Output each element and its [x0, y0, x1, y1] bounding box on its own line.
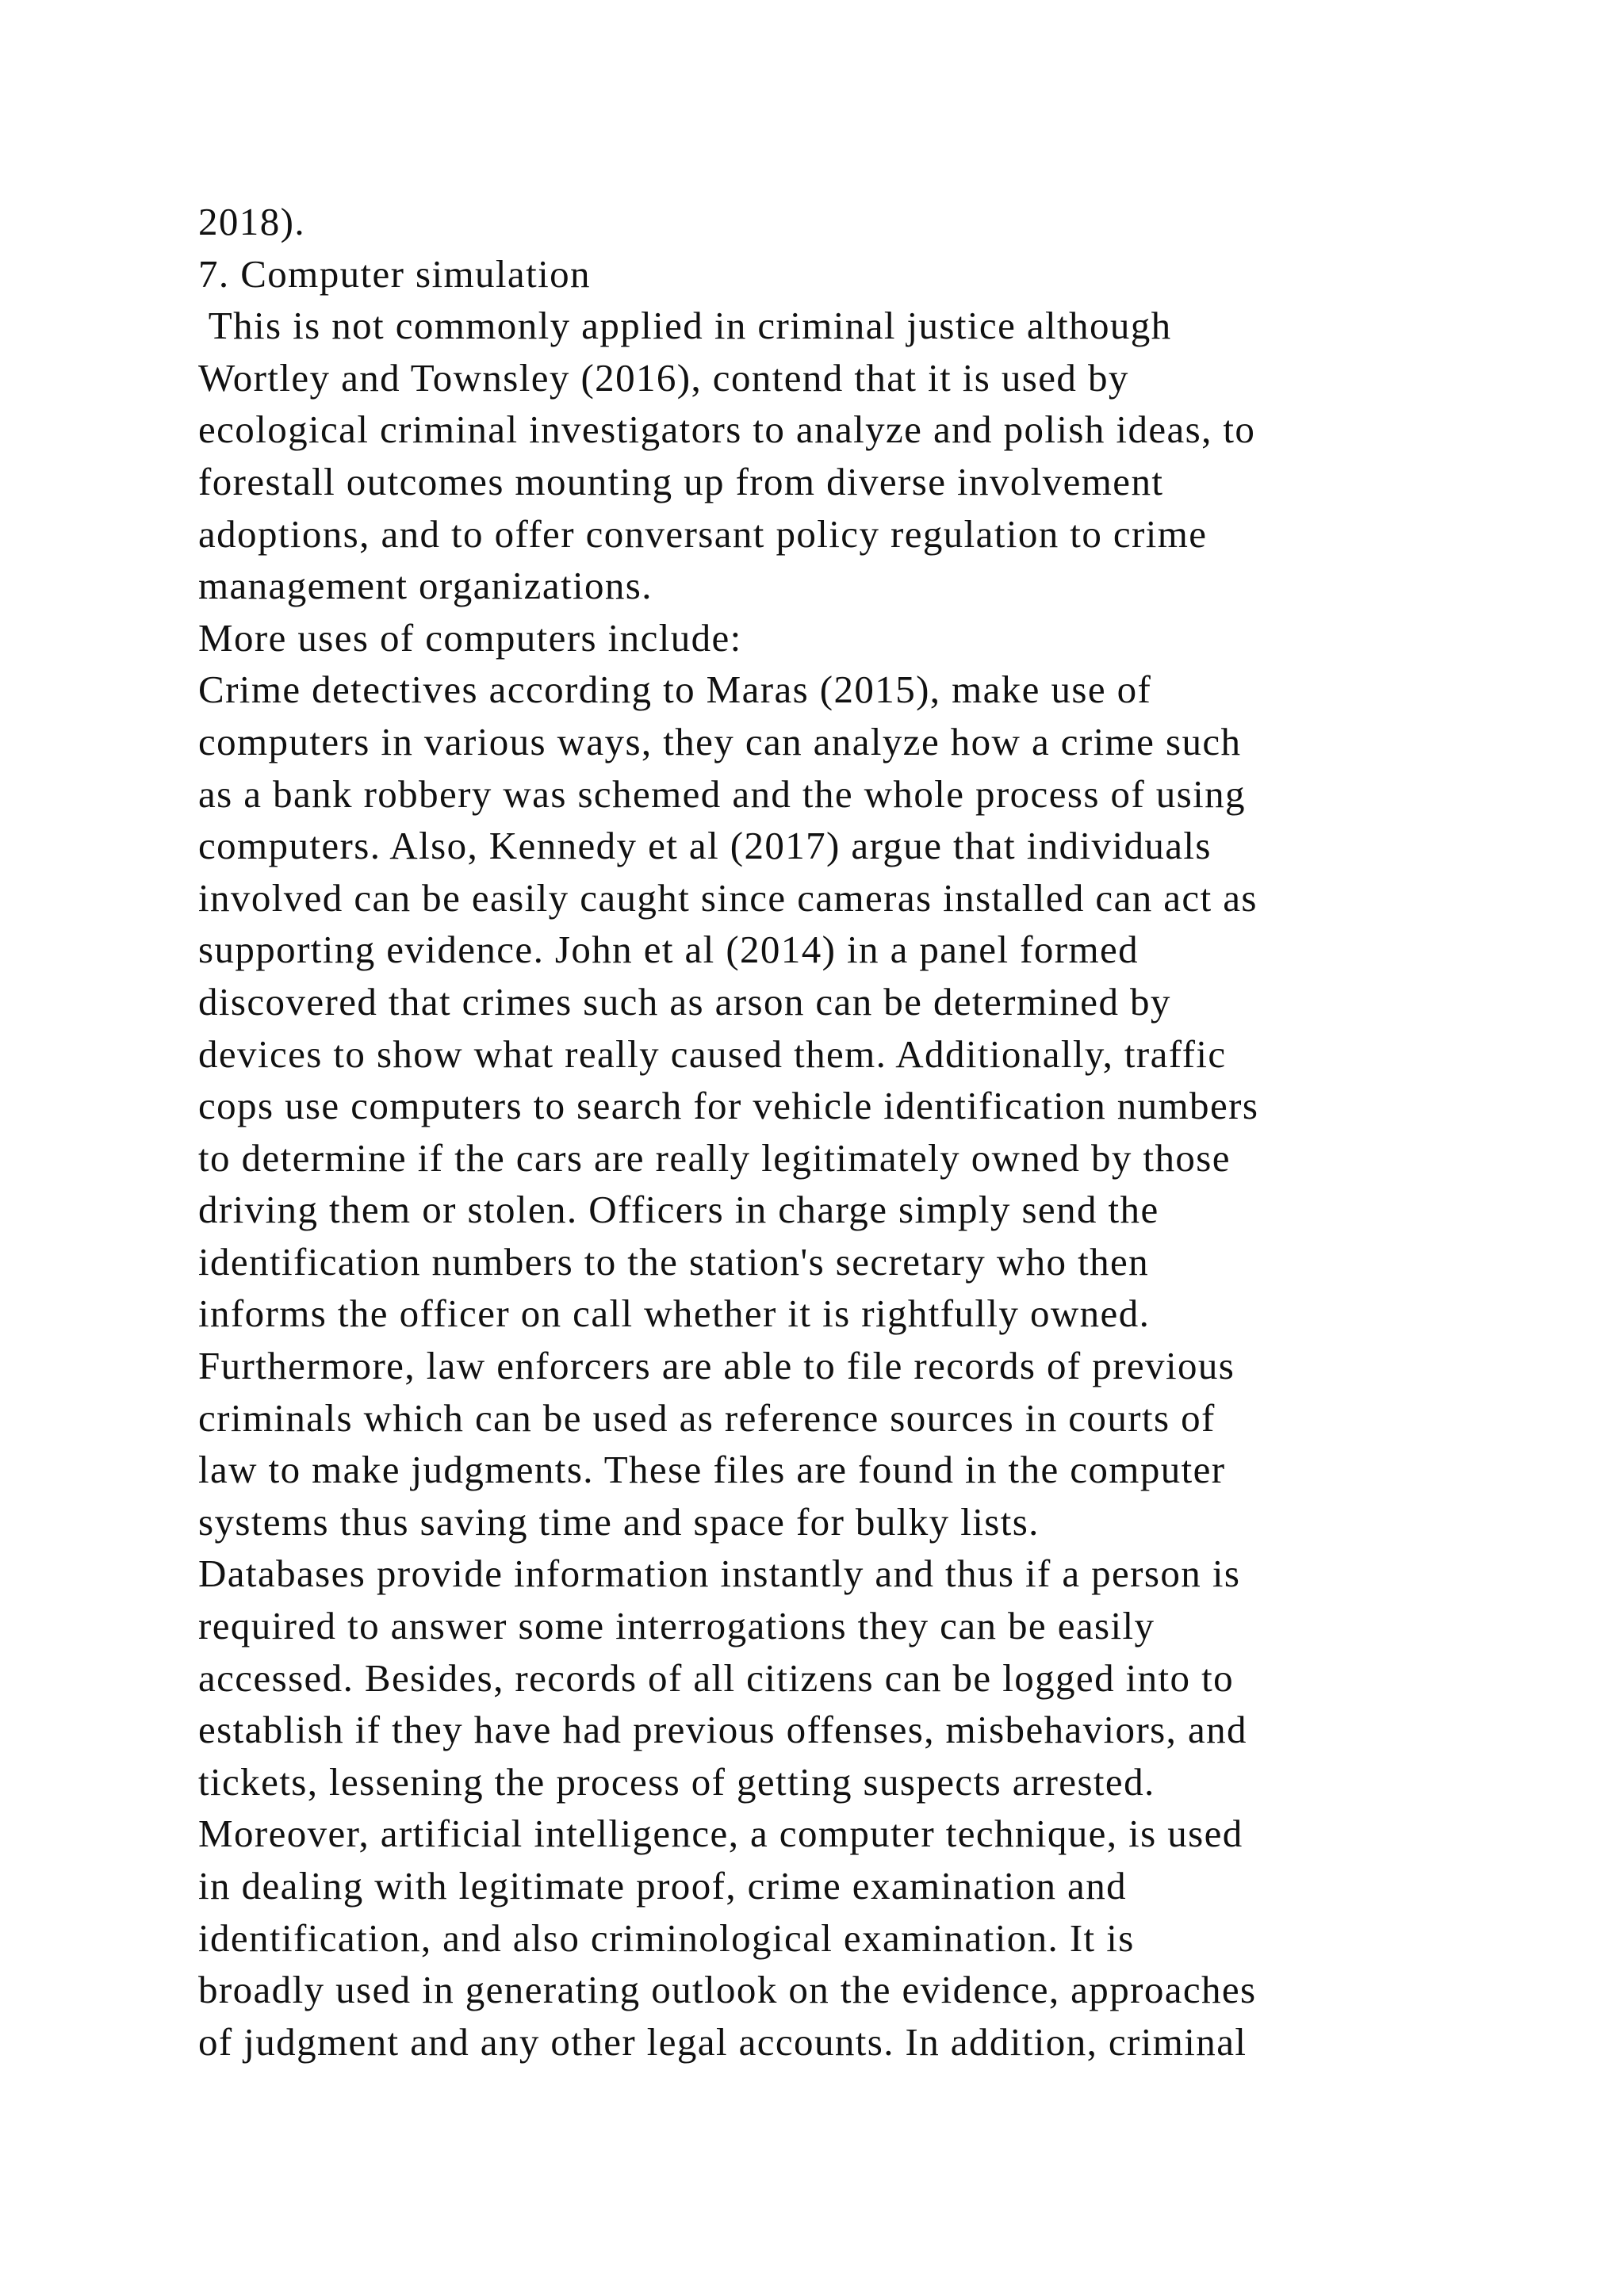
text-line: This is not commonly applied in criminal justice although — [198, 304, 1172, 348]
body-text — [198, 196, 1435, 2068]
text-line: required to answer some interrogations they can be easily — [198, 1604, 1155, 1648]
text-line: supporting evidence. John et al (2014) in a panel formed — [198, 928, 1139, 972]
text-line: Databases provide information instantly and thus if a person is — [198, 1552, 1241, 1596]
text-line: Moreover, artificial intelligence, a computer technique, is used — [198, 1812, 1243, 1856]
text-line: More uses of computers include: — [198, 615, 742, 660]
text-line: devices to show what really caused them. Additionally, traffic — [198, 1031, 1227, 1076]
text-line: establish if they have had previous offenses, misbehaviors, and — [198, 1708, 1247, 1752]
text-line: law to make judgments. These files are found in the computer — [198, 1448, 1226, 1492]
text-line: identification numbers to the station's secretary who then — [198, 1239, 1150, 1284]
text-line: discovered that crimes such as arson can be determined by — [198, 979, 1171, 1024]
text-line: of judgment and any other legal accounts. In addition, criminal — [198, 2019, 1247, 2064]
text-line: informs the officer on call whether it is rightfully owned. — [198, 1292, 1151, 1336]
text-line: involved can be easily caught since cameras installed can act as — [198, 875, 1258, 920]
text-line: tickets, lessening the process of getting suspects arrested. — [198, 1759, 1155, 1804]
text-line: broadly used in generating outlook on the evidence, approaches — [198, 1968, 1257, 2012]
text-line: driving them or stolen. Officers in charge simply send the — [198, 1188, 1159, 1232]
text-line: criminals which can be used as reference sources in courts of — [198, 1395, 1216, 1440]
text-line: ecological criminal investigators to analyze and polish ideas, to — [198, 408, 1256, 452]
text-line: forestall outcomes mounting up from diverse involvement — [198, 459, 1164, 503]
text-line: in dealing with legitimate proof, crime examination and — [198, 1864, 1128, 1908]
text-line: Crime detectives according to Maras (2015), make use of — [198, 668, 1152, 712]
text-line: computers. Also, Kennedy et al (2017) argue that individuals — [198, 824, 1212, 868]
text-line: Wortley and Townsley (2016), contend that it is used by — [198, 355, 1129, 400]
text-line: identification, and also criminological examination. It is — [198, 1915, 1135, 1960]
text-line: management organizations. — [198, 564, 653, 608]
text-line: accessed. Besides, records of all citizens can be logged into to — [198, 1655, 1235, 1700]
text-line: systems thus saving time and space for bulky lists. — [198, 1499, 1040, 1544]
text-line: computers in various ways, they can analyze how a crime such — [198, 719, 1242, 763]
section-heading: 7. Computer simulation — [198, 251, 591, 296]
text-line: cops use computers to search for vehicle identification numbers — [198, 1084, 1259, 1128]
text-line: Furthermore, law enforcers are able to file records of previous — [198, 1344, 1235, 1388]
text-line: adoptions, and to offer conversant policy regulation to crime — [198, 511, 1208, 556]
text-line: 2018). — [198, 200, 305, 243]
text-line: as a bank robbery was schemed and the whole process of using — [198, 771, 1246, 816]
text-line: to determine if the cars are really legitimately owned by those — [198, 1135, 1231, 1180]
